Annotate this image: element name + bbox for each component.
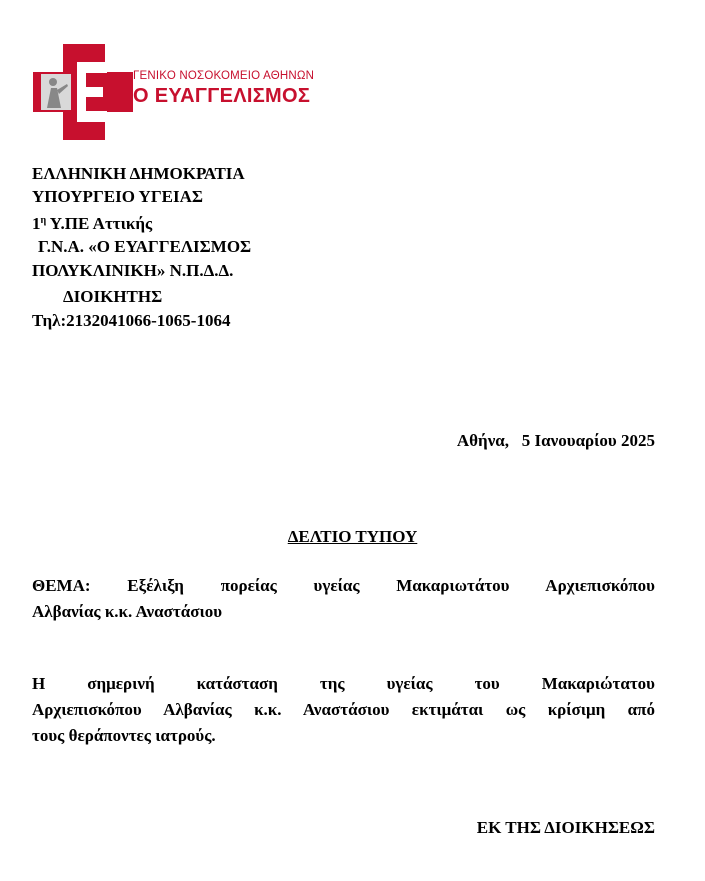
header-hospital-name: Γ.Ν.Α. «Ο ΕΥΑΓΓΕΛΙΣΜΟΣ — [38, 237, 252, 256]
logo-hospital-name: ΓΕΝΙΚΟ ΝΟΣΟΚΟΜΕΙΟ ΑΘΗΝΩΝ — [133, 70, 315, 82]
signature: ΕΚ ΤΗΣ ΔΙΟΙΚΗΣΕΩΣ — [476, 818, 655, 837]
header-republic: ΕΛΛΗΝΙΚΗ ΔΗΜΟΚΡΑΤΙΑ — [32, 164, 245, 183]
header-phone: Τηλ:2132041066-1065-1064 — [32, 311, 231, 330]
body-line-1: Η σημερινή κατάσταση της υγείας του Μακαριώτατου — [32, 674, 655, 693]
body-line-2: Αρχιεπισκόπου Αλβανίας κ.κ. Αναστάσιου εκτιμάται ως κρίσιμη από — [32, 700, 655, 719]
header-polyclinic: ΠΟΛΥΚΛΙΝΙΚΗ» Ν.Π.Δ.Δ. — [32, 261, 234, 280]
subject-line-2: Αλβανίας κ.κ. Αναστάσιου — [32, 602, 223, 621]
header-health-region — [32, 211, 152, 234]
hospital-logo — [33, 44, 313, 140]
red-cross-logo-icon — [33, 44, 133, 140]
header-region-number: 1 — [32, 214, 41, 233]
subject-line-1: ΘΕΜΑ: Εξέλιξη πορείας υγείας Μακαριωτάτου Αρχιεπισκόπου — [32, 576, 655, 595]
document-date: Αθήνα, 5 Ιανουαρίου 2025 — [456, 431, 655, 450]
subject-paragraph — [32, 573, 655, 625]
body-paragraph — [32, 671, 655, 749]
header-region-name: Υ.ΠΕ Αττικής — [46, 214, 153, 233]
header-ministry: ΥΠΟΥΡΓΕΙΟ ΥΓΕΙΑΣ — [32, 187, 203, 206]
header-administration: ΔΙΟΙΚΗΤΗΣ — [63, 287, 163, 306]
body-line-3: τους θεράποντες ιατρούς. — [32, 726, 216, 745]
header-region-ordinal: η — [40, 215, 47, 226]
logo-hospital-title: Ο ΕΥΑΓΓΕΛΙΣΜΟΣ — [133, 85, 311, 107]
document-title: ΔΕΛΤΙΟ ΤΥΠΟΥ — [287, 527, 418, 546]
